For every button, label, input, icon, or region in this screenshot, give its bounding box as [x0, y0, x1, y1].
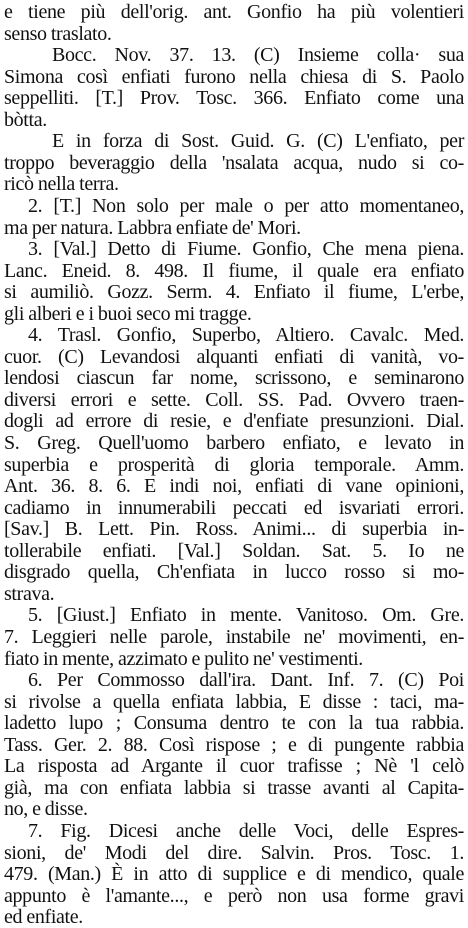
text-line: si aumiliò. Gozz. Serm. 4. Enfiato il fiume, L'erbe,: [4, 281, 464, 304]
text-line: Ant. 36. 8. 6. E indi noi, enfiati di vane opinioni,: [4, 475, 464, 498]
text-line: 6. Per Commosso dall'ira. Dant. Inf. 7. (C) Poi: [28, 669, 464, 692]
text-line: cadiamo in innumerabili peccati ed isvariati errori.: [4, 496, 464, 519]
text-line: appunto è l'amante..., e però non usa forme gravi: [4, 884, 464, 907]
text-line: 7. Fig. Dicesi anche delle Voci, delle Espres-: [28, 819, 464, 842]
text-line: sioni, de' Modi del dire. Salvin. Pros. Tosc. 1.: [4, 841, 464, 864]
text-line: e tiene più dell'orig. ant. Gonfio ha più volentieri: [4, 1, 464, 23]
text-line: diversi errori e sette. Coll. SS. Pad. Ovvero traen-: [4, 388, 464, 411]
text-line: troppo beveraggio della 'nsalata acqua, nudo si co-: [4, 151, 464, 174]
text-line: dogli ad errore di resie, e d'enfiate presunzioni. Dial.: [4, 410, 464, 433]
text-line: tollerabile enfiati. [Val.] Soldan. Sat. 5. Io ne: [4, 539, 464, 562]
text-line: 3. [Val.] Detto di Fiume. Gonfio, Che mena piena.: [28, 238, 464, 261]
text-line: 2. [T.] Non solo per male o per atto momentaneo,: [28, 195, 464, 217]
text-line: 5. [Giust.] Enfiato in mente. Vanitoso. Om. Gre.: [28, 604, 464, 627]
text-line: no, e disse.: [4, 798, 88, 821]
text-line: [Sav.] B. Lett. Pin. Ross. Animi... di superbia in-: [4, 518, 464, 541]
text-line: ricò nella terra.: [4, 173, 119, 196]
text-line: cuor. (C) Levandosi alquanti enfiati di vanità, vo-: [4, 345, 464, 368]
text-line: lendosi ciascun far nome, scrissono, e seminarono: [4, 367, 464, 390]
text-line: fiato in mente, azzimato e pulito ne' vestimenti.: [4, 647, 363, 670]
text-line: già, ma con enfiata labbia si trasse avanti al Capita-: [4, 776, 464, 799]
text-line: bòtta.: [4, 108, 47, 131]
text-line: Tass. Ger. 2. 88. Così rispose ; e di pungente rabbia: [4, 733, 464, 756]
text-line: 7. Leggieri nelle parole, instabile ne' movimenti, en-: [4, 626, 464, 648]
text-line: superbia e prosperità di gloria temporale. Amm.: [4, 453, 464, 476]
text-line: S. Greg. Quell'uomo barbero enfiato, e levato in: [4, 432, 464, 454]
text-line: seppelliti. [T.] Prov. Tosc. 366. Enfiato come una: [4, 87, 464, 110]
text-line: ed enfiate.: [4, 906, 83, 928]
text-line: ladetto lupo ; Consuma dentro te con la tua rabbia.: [4, 712, 464, 735]
text-line: senso traslato.: [4, 22, 112, 45]
text-line: 479. (Man.) È in atto di supplice e di mendico, quale: [4, 863, 464, 885]
text-line: E in forza di Sost. Guid. G. (C) L'enfiato, per: [52, 130, 464, 153]
text-line: 4. Trasl. Gonfio, Superbo, Altiero. Cavalc. Med.: [28, 324, 464, 347]
text-line: disgrado quella, Ch'enfiata in lucco rosso si mo-: [4, 561, 464, 584]
text-line: si rivolse a quella enfiata labbia, E disse : taci, ma-: [4, 690, 464, 713]
text-line: gli alberi e i buoi seco mi tragge.: [4, 302, 252, 325]
text-line: Simona così enfiati furono nella chiesa di S. Paolo: [4, 65, 464, 88]
text-line: strava.: [4, 582, 55, 605]
text-line: ma per natura. Labbra enfiate de' Mori.: [4, 216, 301, 239]
text-line: Lanc. Eneid. 8. 498. Il fiume, il quale era enfiato: [4, 259, 464, 282]
text-line: La risposta ad Argante il cuor trafisse ; Nè 'l celò: [4, 755, 464, 778]
text-line: Bocc. Nov. 37. 13. (C) Insieme colla· sua: [52, 44, 464, 67]
